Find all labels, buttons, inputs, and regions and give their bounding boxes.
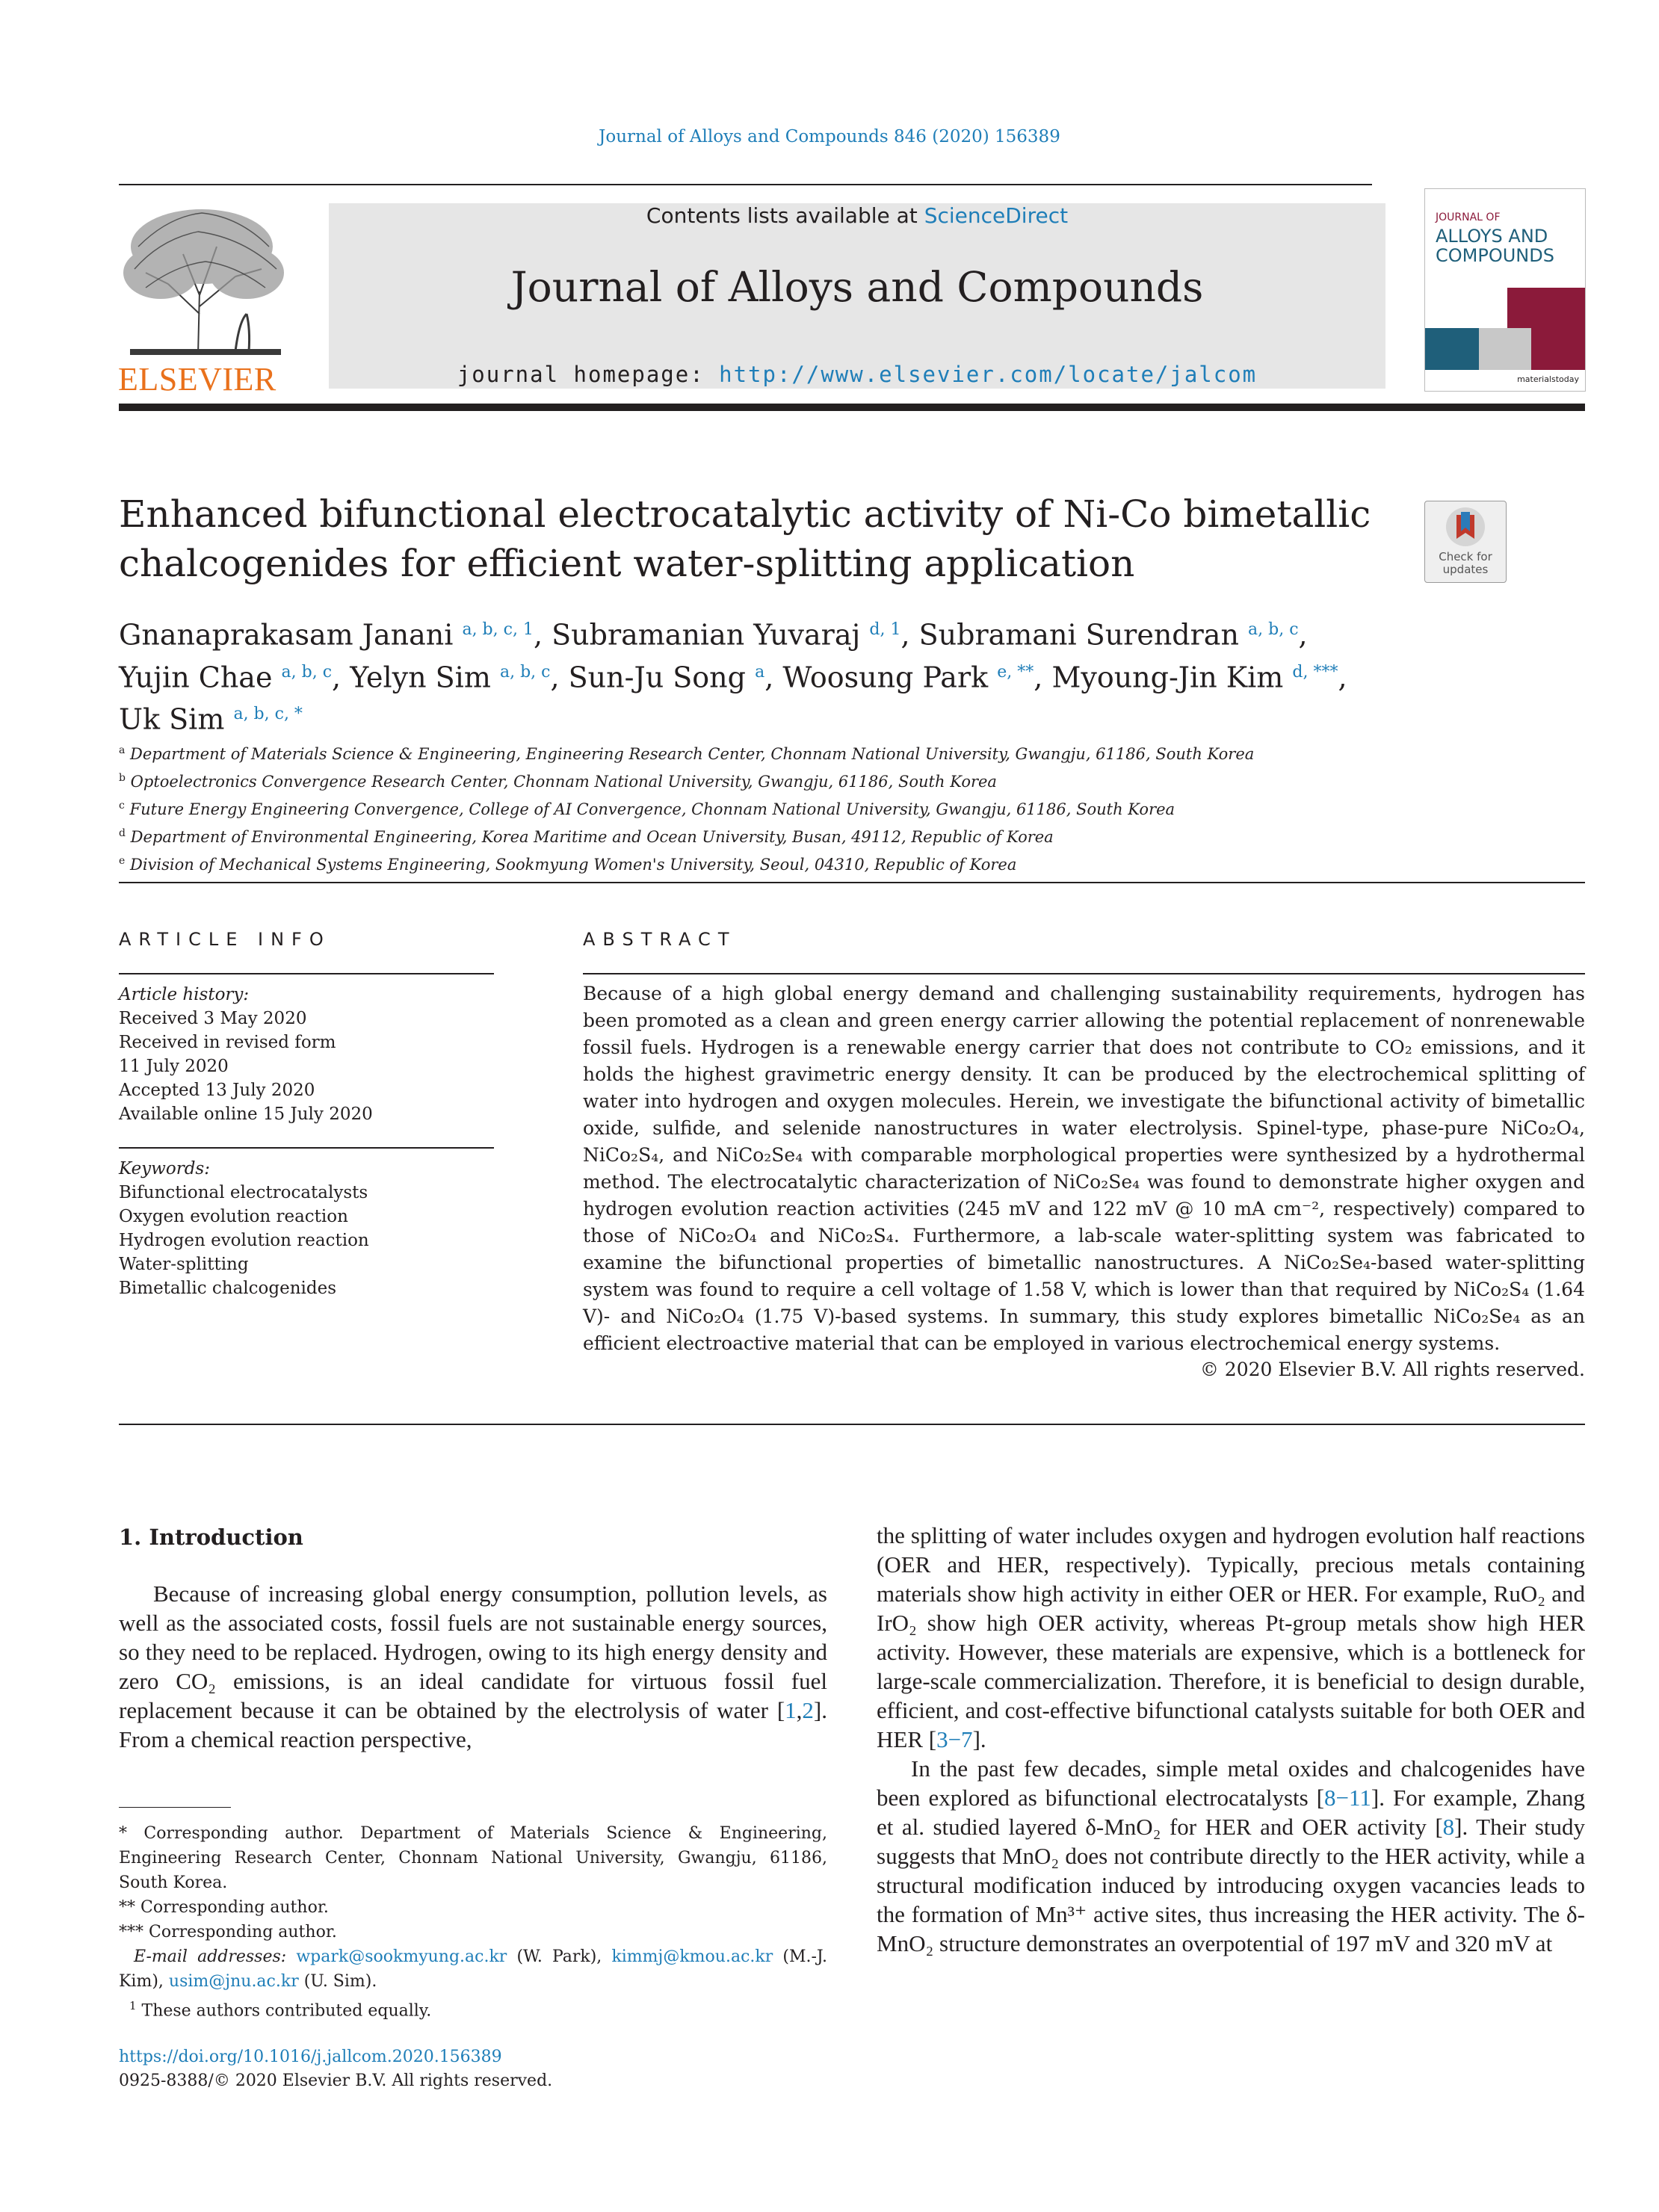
affiliation-text: Optoelectronics Convergence Research Center, Chonnam National University, Gwangju, 61186, South Korea — [130, 773, 997, 791]
author-name[interactable]: Uk Sim — [119, 702, 225, 736]
history-label: Article history: — [119, 985, 250, 1004]
article-info-rule — [119, 973, 494, 974]
footnote-equal-contribution — [119, 1994, 827, 2023]
homepage-line — [329, 362, 1385, 387]
header-rule — [119, 184, 1372, 185]
email-owner: (W. Park), — [516, 1947, 602, 1966]
journal-cover-thumbnail[interactable] — [1424, 188, 1586, 392]
paragraph-text: Because of increasing global energy consumption, pollution levels, as well as the associated costs, fossil fuels are not sustainable energy sources, so they need to be replaced. Hydrogen, owing to its high energy density and zero CO₂ emissions, is an ideal candidate for virtuous fossil fuel replacement because it can be obtained by the electrolysis of water [ — [119, 1581, 827, 1723]
author-name[interactable]: Yujin Chae — [119, 661, 273, 694]
affiliation-key: d — [119, 827, 126, 839]
email-label: E-mail addresses: — [134, 1947, 287, 1966]
affiliation-item — [119, 738, 1539, 766]
cover-block-grey — [1479, 328, 1531, 370]
journal-title: Journal of Alloys and Compounds — [510, 263, 1204, 311]
citation-link[interactable]: 3−7 — [936, 1726, 973, 1752]
title-line-1: Enhanced bifunctional electrocatalytic activity of Ni-Co bimetallic — [119, 492, 1371, 536]
keywords-rule — [119, 1147, 494, 1149]
keyword-item: Bimetallic chalcogenides — [119, 1279, 337, 1298]
email-link[interactable]: usim@jnu.ac.kr — [168, 1972, 299, 1991]
keywords-label: Keywords: — [119, 1159, 210, 1178]
email-link[interactable]: wpark@sookmyung.ac.kr — [296, 1947, 507, 1966]
intro-paragraph — [877, 1754, 1585, 1958]
affiliation-item — [119, 766, 1539, 794]
author-list — [119, 611, 1419, 738]
cover-block-teal — [1425, 328, 1479, 370]
intro-paragraph — [877, 1521, 1585, 1754]
affiliation-item — [119, 794, 1539, 821]
keyword-item: Bifunctional electrocatalysts — [119, 1183, 368, 1202]
footnotes — [119, 1821, 827, 2023]
affiliation-key: e — [119, 855, 126, 867]
affiliation-text: Department of Environmental Engineering, Korea Maritime and Ocean University, Busan, 49112, Republic of Korea — [130, 828, 1054, 846]
author-separator: , — [1298, 618, 1308, 652]
keyword-item: Hydrogen evolution reaction — [119, 1231, 369, 1250]
author-name[interactable]: Gnanaprakasam Janani — [119, 618, 454, 652]
footnote-rule — [119, 1807, 231, 1808]
affiliation-key: b — [119, 772, 126, 784]
citation-link[interactable]: 8−11 — [1324, 1785, 1371, 1811]
footnote-text: These authors contributed equally. — [141, 2001, 432, 2021]
contents-line — [329, 203, 1385, 228]
author-name[interactable]: Yelyn Sim — [350, 661, 491, 694]
keyword-item: Water-splitting — [119, 1255, 249, 1274]
homepage-label: journal homepage: — [457, 362, 720, 387]
check-updates-line2: updates — [1442, 563, 1489, 576]
check-for-updates-button[interactable] — [1424, 501, 1507, 583]
header-thick-rule — [119, 404, 1585, 411]
section-rule — [119, 882, 1585, 883]
history-item: 11 July 2020 — [119, 1057, 229, 1076]
doi-link[interactable]: https://doi.org/10.1016/j.jallcom.2020.156389 — [119, 2048, 502, 2066]
author-separator: , — [900, 618, 919, 652]
check-updates-line1: Check for — [1439, 550, 1492, 563]
footnote-mark: 1 — [129, 1999, 137, 2012]
article-title — [119, 489, 1389, 588]
cover-line2: ALLOYS AND — [1436, 226, 1548, 247]
email-link[interactable]: kimmj@kmou.ac.kr — [611, 1947, 773, 1966]
tree-icon — [116, 202, 292, 359]
paragraph-text: the splitting of water includes oxygen and hydrogen evolution half reactions (OER and HER, respectively). Typically, precious metals containing materials show high activity in either OER or HER. For example, RuO₂ and IrO₂ show high OER activity, whereas Pt-group metals show high HER activity. However, these materials are expensive, which is a bottleneck for large-scale commercialization. Therefore, it is beneficial to design durable, efficient, and cost-effective bifunctional catalysts suitable for both OER and HER [ — [877, 1522, 1585, 1752]
history-item: Received in revised form — [119, 1033, 336, 1052]
citation-link[interactable]: 1 — [785, 1697, 797, 1723]
contents-prefix: Contents lists available at — [646, 203, 924, 228]
author-name[interactable]: Myoung-Jin Kim — [1051, 661, 1284, 694]
history-item: Available online 15 July 2020 — [119, 1105, 373, 1124]
cover-block-crimson — [1507, 288, 1585, 328]
author-separator: , — [332, 661, 350, 694]
affiliation-text: Future Energy Engineering Convergence, College of AI Convergence, Chonnam National University, Gwangju, 61186, South Korea — [129, 800, 1175, 818]
author-separator: , — [533, 618, 552, 652]
paragraph-text: ]. — [972, 1726, 986, 1752]
article-history — [119, 983, 492, 1126]
sciencedirect-link[interactable]: ScienceDirect — [924, 203, 1069, 228]
section-rule — [119, 1424, 1585, 1425]
bookmark-icon — [1425, 504, 1506, 551]
paragraph-text: ]. For example, Zhang et al. studied layered δ-MnO₂ for HER and OER activity [ — [877, 1785, 1586, 1840]
affiliation-text: Division of Mechanical Systems Engineering, Sookmyung Women's University, Seoul, 04310, Republic of Korea — [129, 856, 1017, 874]
footnote-corresponding-2: ** Corresponding author. — [119, 1898, 329, 1917]
footnote-corresponding-3: *** Corresponding author. — [119, 1923, 337, 1941]
abstract-rule — [583, 973, 1585, 974]
author-affiliation-marks[interactable]: a, b, c — [281, 662, 333, 682]
cover-footer: materialstoday — [1517, 374, 1579, 384]
intro-paragraph: Because of increasing global energy consumption, pollution levels, as well as the associated costs, fossil fuels are not sustainable energy sources, so they need to be replaced. Hydrogen, owing to its high energy density and zero CO₂ emissions, is an ideal candidate for virtuous fossil fuel replacement because it can be obtained by the electrolysis of water [1,2]. From a chemical reaction perspective, — [119, 1581, 827, 1752]
copyright-notice: © 2020 Elsevier B.V. All rights reserved. — [1199, 1359, 1585, 1380]
author-affiliation-marks[interactable]: a, b, c — [499, 662, 551, 682]
affiliation-item — [119, 849, 1539, 877]
keyword-item: Oxygen evolution reaction — [119, 1207, 348, 1226]
keywords-list — [119, 1157, 492, 1300]
abstract-heading: ABSTRACT — [583, 929, 737, 950]
issn-copyright: 0925-8388/© 2020 Elsevier B.V. All rights reserved. — [119, 2072, 553, 2090]
cover-block-crimson-2 — [1531, 328, 1585, 370]
journal-reference[interactable]: Journal of Alloys and Compounds 846 (2020) 156389 — [599, 127, 1060, 146]
affiliation-text: Department of Materials Science & Engineering, Engineering Research Center, Chonnam National University, Gwangju, 61186, South Korea — [130, 745, 1255, 763]
author-affiliation-marks[interactable]: a, b, c, * — [233, 705, 303, 724]
title-line-2: chalcogenides for efficient water-splitting application — [119, 542, 1135, 585]
affiliation-key: a — [119, 744, 126, 756]
cover-line1: JOURNAL OF — [1436, 211, 1501, 223]
elsevier-wordmark: ELSEVIER — [118, 361, 276, 398]
homepage-link[interactable]: http://www.elsevier.com/locate/jalcom — [719, 362, 1258, 387]
author-separator: , — [1338, 661, 1347, 694]
affiliation-item — [119, 821, 1539, 849]
citation-link[interactable]: 8 — [1442, 1814, 1455, 1840]
author-separator: , — [1034, 661, 1052, 694]
author-separator: , — [550, 661, 569, 694]
author-affiliation-marks[interactable]: a — [755, 662, 765, 682]
author-affiliation-marks[interactable]: d, 1 — [869, 620, 901, 639]
footnote-emails — [119, 1944, 827, 1994]
abstract-text: Because of a high global energy demand and challenging sustainability requirements, hydrogen has been promoted as a clean and green energy carrier allowing the potential replacement of nonrenewable fossil fuels. Hydrogen is a renewable energy carrier that does not contribute to CO₂ emissions, and it holds the highest gravimetric energy density. It can be produced by the electrochemical splitting of water into hydrogen and oxygen molecules. Herein, we investigate the bifunctional activity of bimetallic oxide, sulfide, and selenide nanostructures in water electrolysis. Spinel-type, phase-pure NiCo₂O₄, NiCo₂S₄, and NiCo₂Se₄ with comparable morphological properties were synthesized by a hydrothermal method. The electrocatalytic characterization of NiCo₂Se₄ was found to demonstrate higher oxygen and hydrogen evolution reaction activities (245 mV and 122 mV @ 10 mA cm⁻², respectively) compared to those of NiCo₂O₄ and NiCo₂S₄. Furthermore, a lab-scale water-splitting system was fabricated to examine the bifunctional properties of bimetallic nanostructures. A NiCo₂Se₄-based water-splitting system was found to require a cell voltage of 1.58 V, which is lower than that required by NiCo₂S₄ (1.64 V)- and NiCo₂O₄ (1.75 V)-based systems. In summary, this study explores bimetallic NiCo₂Se₄ as an efficient electroactive material that can be employed in various electrochemical energy systems. — [583, 983, 1585, 1354]
footnote-corresponding-1: * Corresponding author. Department of Materials Science & Engineering, Engineering Research Center, Chonnam National University, Gwangju, 61186, South Korea. — [119, 1824, 827, 1892]
affiliation-key: c — [119, 800, 125, 812]
section-heading-introduction: 1. Introduction — [119, 1524, 303, 1550]
affiliation-list — [119, 738, 1539, 877]
author-name[interactable]: Subramanian Yuvaraj — [552, 618, 861, 652]
author-name[interactable]: Woosung Park — [782, 661, 989, 694]
history-item: Received 3 May 2020 — [119, 1009, 307, 1028]
author-name[interactable]: Subramani Surendran — [918, 618, 1239, 652]
paragraph-text: ]. Their study suggests that MnO₂ does not contribute directly to the HER activity, while a structural modification induced by introducing oxygen vacancies leads to the formation of Mn³⁺ active sites, thus increasing the HER activity. The δ-MnO₂ structure demonstrates an overpotential of 197 mV and 320 mV at — [877, 1814, 1585, 1956]
history-item: Accepted 13 July 2020 — [119, 1081, 315, 1100]
paragraph-text: In the past few decades, simple metal oxides and chalcogenides have been explored as bifunctional electrocatalysts [ — [877, 1755, 1585, 1811]
author-separator: , — [764, 661, 783, 694]
email-owner: (M.-J. Kim), — [119, 1947, 828, 1991]
author-affiliation-marks[interactable]: e, ** — [997, 662, 1034, 682]
author-affiliation-marks[interactable]: a, b, c — [1248, 620, 1299, 639]
article-info-heading: ARTICLE INFO — [119, 929, 331, 950]
author-affiliation-marks[interactable]: d, *** — [1292, 662, 1338, 682]
cover-line3: COMPOUNDS — [1436, 245, 1554, 266]
paragraph-text: ]. From a chemical reaction perspective, — [119, 1697, 827, 1752]
author-name[interactable]: Sun-Ju Song — [568, 661, 746, 694]
citation-link[interactable]: 2 — [802, 1697, 814, 1723]
email-owner: (U. Sim). — [303, 1972, 377, 1991]
author-affiliation-marks[interactable]: a, b, c, 1 — [462, 620, 534, 639]
